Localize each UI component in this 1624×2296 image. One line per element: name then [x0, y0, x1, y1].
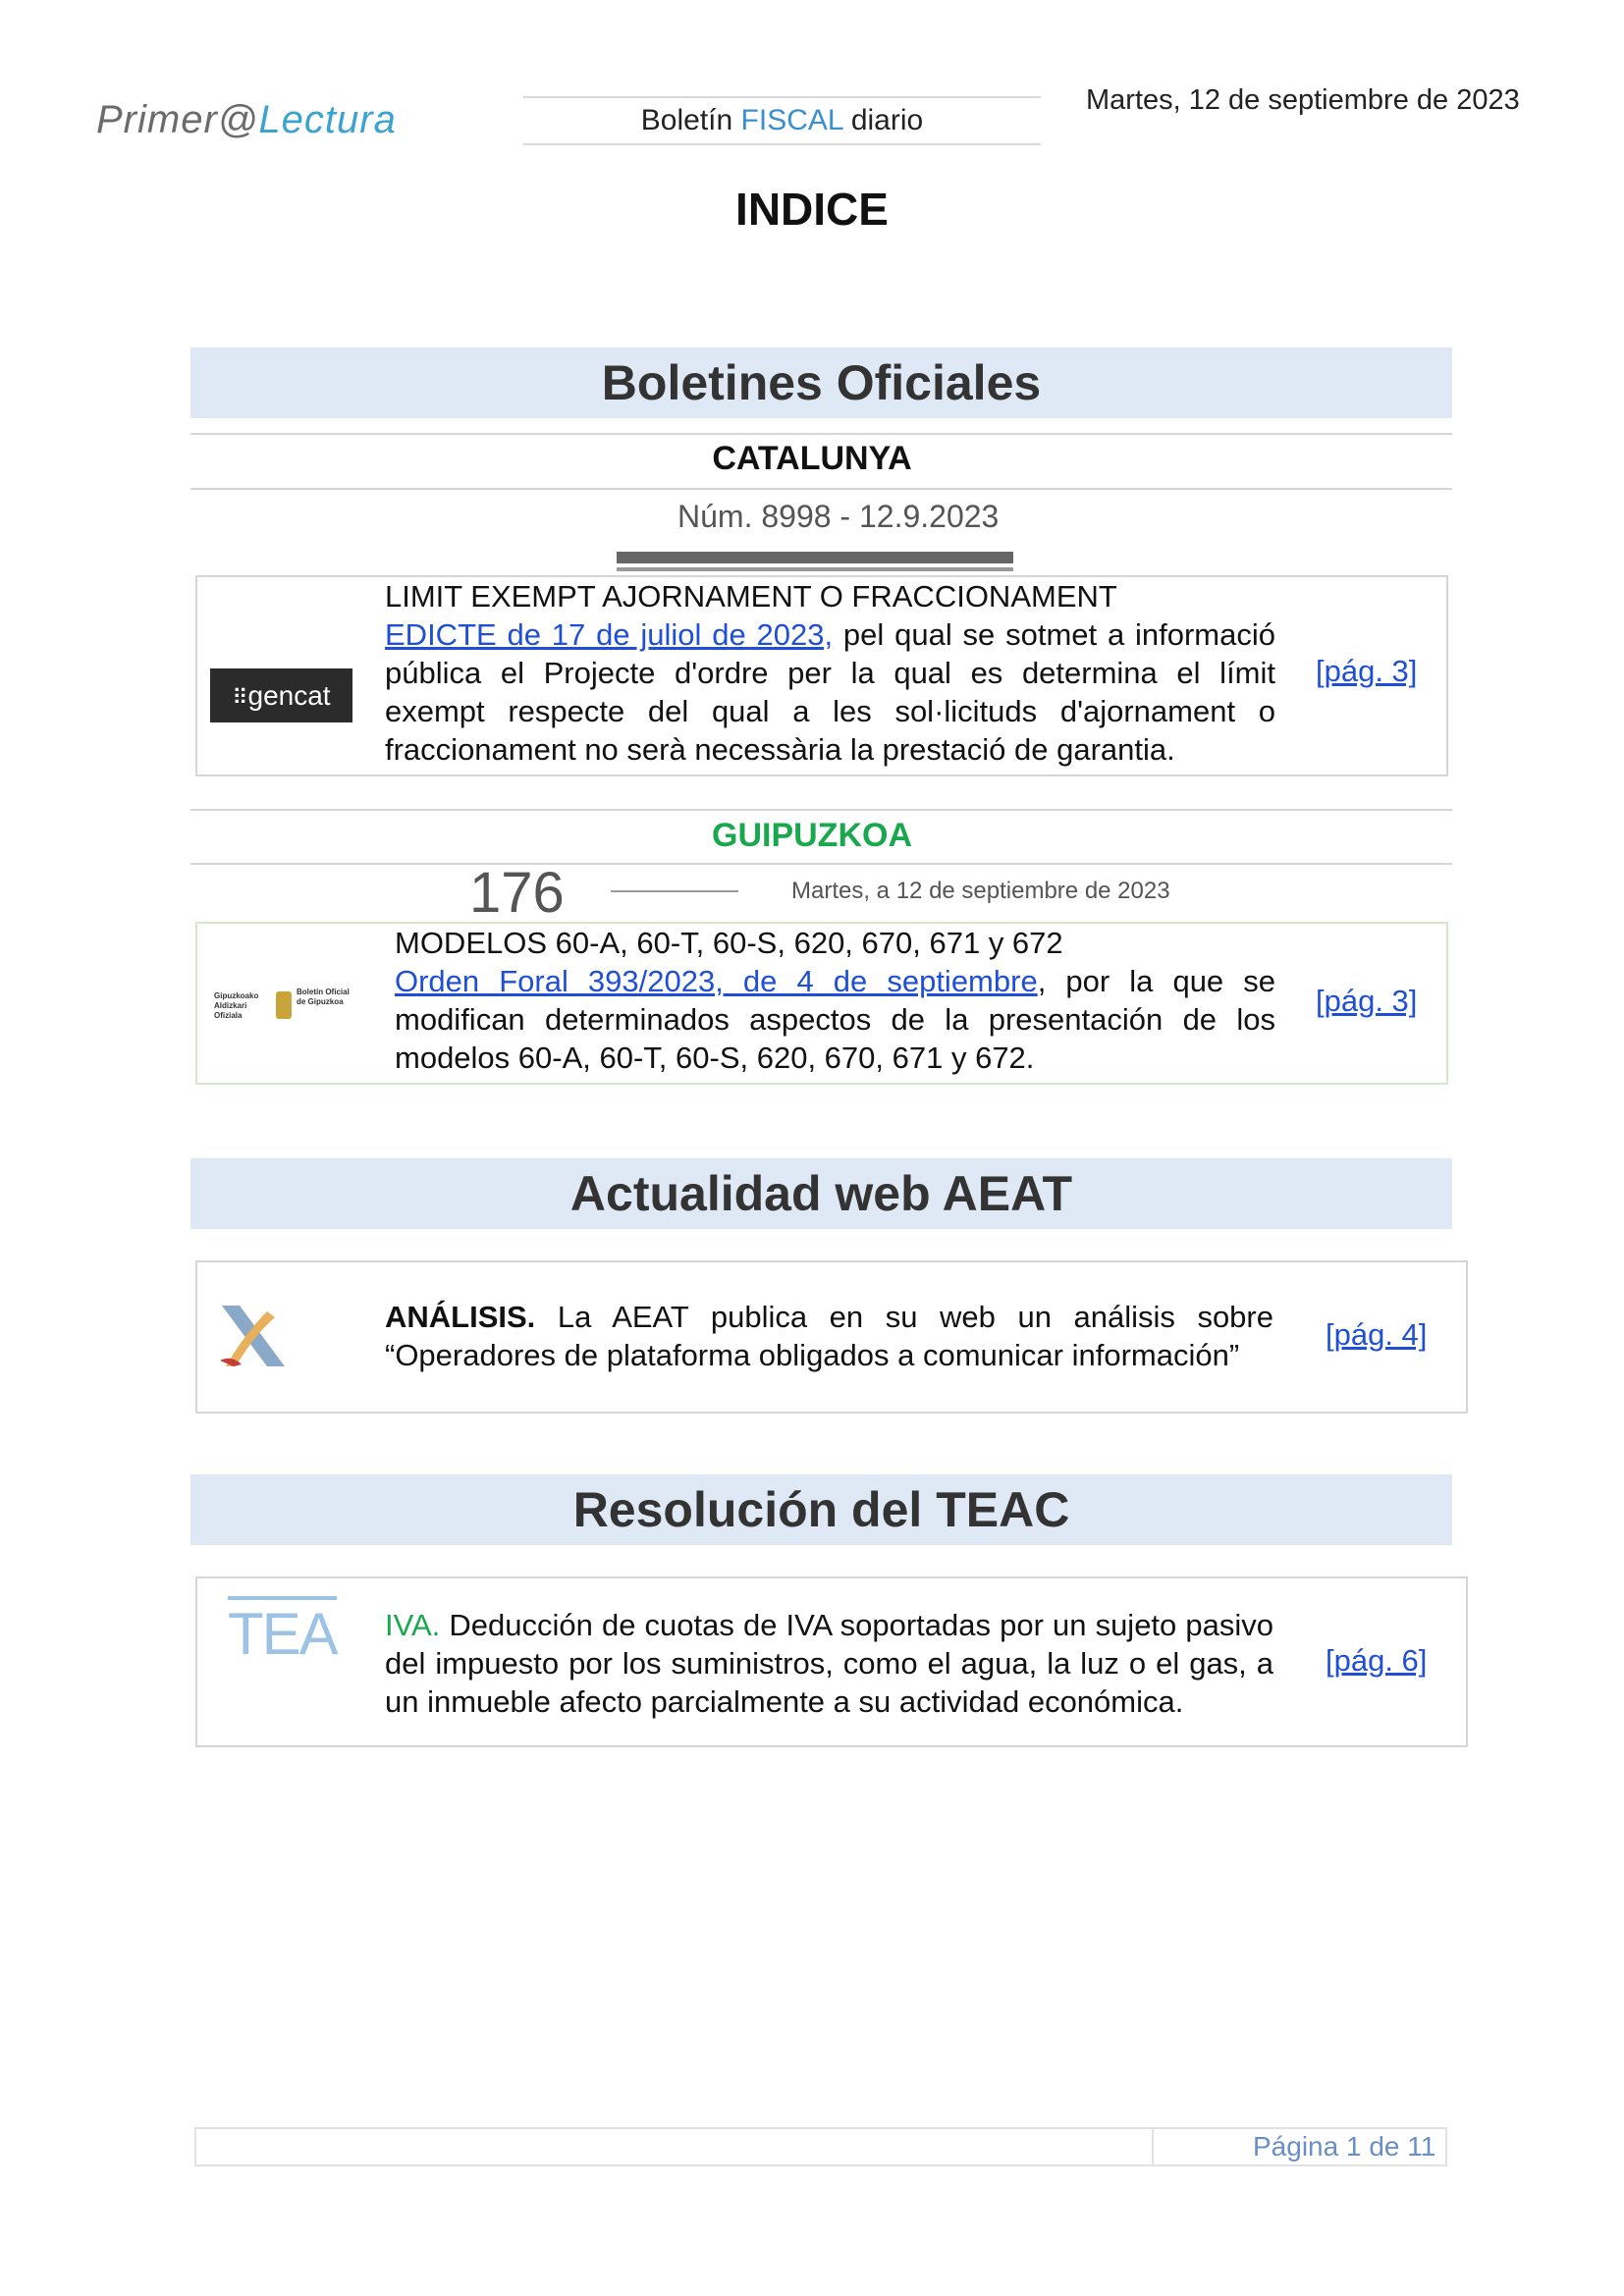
logo-part1: Primer@	[96, 98, 259, 141]
entry-catalunya-text	[385, 577, 1275, 769]
entry-lead: IVA.	[385, 1608, 441, 1642]
bog-logo-left: Gipuzkoako Aldizkari Ofiziala	[214, 991, 259, 1020]
brand-logo	[96, 98, 397, 142]
entry-heading: LIMIT EXEMPT AJORNAMENT O FRACCIONAMENT	[385, 579, 1117, 614]
region-guipuzkoa: GUIPUZKOA	[712, 817, 912, 854]
issue-underline	[617, 552, 1013, 563]
entry-body: Deducción de cuotas de IVA soportadas por un sujeto pasivo del impuesto por los suministros, como el agua, la luz o el gas, a un inmueble afecto parcialmente a su actividad económica.	[385, 1608, 1273, 1719]
gencat-logo	[210, 668, 352, 722]
entry-heading: MODELOS 60-A, 60-T, 60-S, 620, 670, 671 y 672	[395, 926, 1063, 960]
bog-issue-number: 176	[469, 861, 565, 925]
section-band-aeat: Actualidad web AEAT	[190, 1158, 1452, 1229]
divider	[190, 809, 1452, 811]
issue-dash	[611, 890, 738, 892]
entry-body: pel qual se sotmet a informació pública el Projecte d'ordre per la qual es determina el límit exempt respecte del qual a les sol·licituds d'ajornament o fraccionament no serà necessària la prestació de garantia.	[385, 617, 1275, 767]
entry-body-bold: modelos 60-A, 60-T, 60-S, 620, 670, 671 y 672	[395, 1041, 1026, 1075]
section-band-teac: Resolución del TEAC	[190, 1474, 1452, 1545]
orden-foral-link[interactable]: Orden Foral 393/2023, de 4 de septiembre	[395, 964, 1038, 998]
header-date: Martes, 12 de septiembre de 2023	[1086, 84, 1520, 116]
entry-body: , por la que se modifican determinados aspectos de la presentación de los	[395, 964, 1275, 1037]
footer-separator	[1152, 2127, 1154, 2166]
entry-body: La AEAT publica en su web un análisis sobre “Operadores de plataforma obligados a comunicar información”	[385, 1300, 1273, 1372]
region-catalunya: CATALUNYA	[712, 440, 912, 477]
bulletin-name	[523, 96, 1041, 145]
issue-underline	[617, 567, 1013, 571]
bulletin-suffix: diario	[850, 104, 924, 136]
tea-logo: TEA	[228, 1596, 337, 1669]
bulletin-prefix: Boletín	[640, 104, 733, 136]
bog-issue-date: Martes, a 12 de septiembre de 2023	[791, 878, 1170, 904]
coat-of-arms-icon	[276, 991, 292, 1019]
dogc-issue: Núm. 8998 - 12.9.2023	[677, 499, 1000, 534]
entry-teac-text	[385, 1606, 1273, 1721]
page-link-guipuzkoa[interactable]: [pág. 3]	[1316, 984, 1418, 1018]
bog-logo	[214, 986, 352, 1029]
edicte-link[interactable]: EDICTE de 17 de juliol de 2023,	[385, 617, 834, 652]
page-link-aeat[interactable]: [pág. 4]	[1326, 1317, 1428, 1352]
page-number: Página 1 de 11	[1253, 2131, 1436, 2162]
divider	[190, 488, 1452, 490]
entry-aeat-text	[385, 1298, 1273, 1374]
page-link-catalunya[interactable]: [pág. 3]	[1316, 654, 1418, 688]
divider	[190, 433, 1452, 435]
entry-guipuzkoa-text	[395, 924, 1275, 1077]
section-band-boletines: Boletines Oficiales	[190, 347, 1452, 418]
entry-body-end: .	[1025, 1041, 1035, 1075]
aeat-logo-icon	[214, 1302, 293, 1372]
entry-lead: ANÁLISIS.	[385, 1300, 536, 1334]
divider	[190, 863, 1452, 865]
gencat-mark-icon: ⠿	[232, 685, 248, 710]
index-title: INDICE	[735, 184, 889, 235]
bulletin-fiscal: FISCAL	[740, 104, 843, 136]
bog-logo-right: Boletín Oficial de Gipuzkoa	[297, 988, 350, 1006]
logo-part2: Lectura	[258, 98, 397, 141]
page-link-teac[interactable]: [pág. 6]	[1326, 1643, 1428, 1678]
gencat-logo-text: gencat	[247, 680, 331, 711]
